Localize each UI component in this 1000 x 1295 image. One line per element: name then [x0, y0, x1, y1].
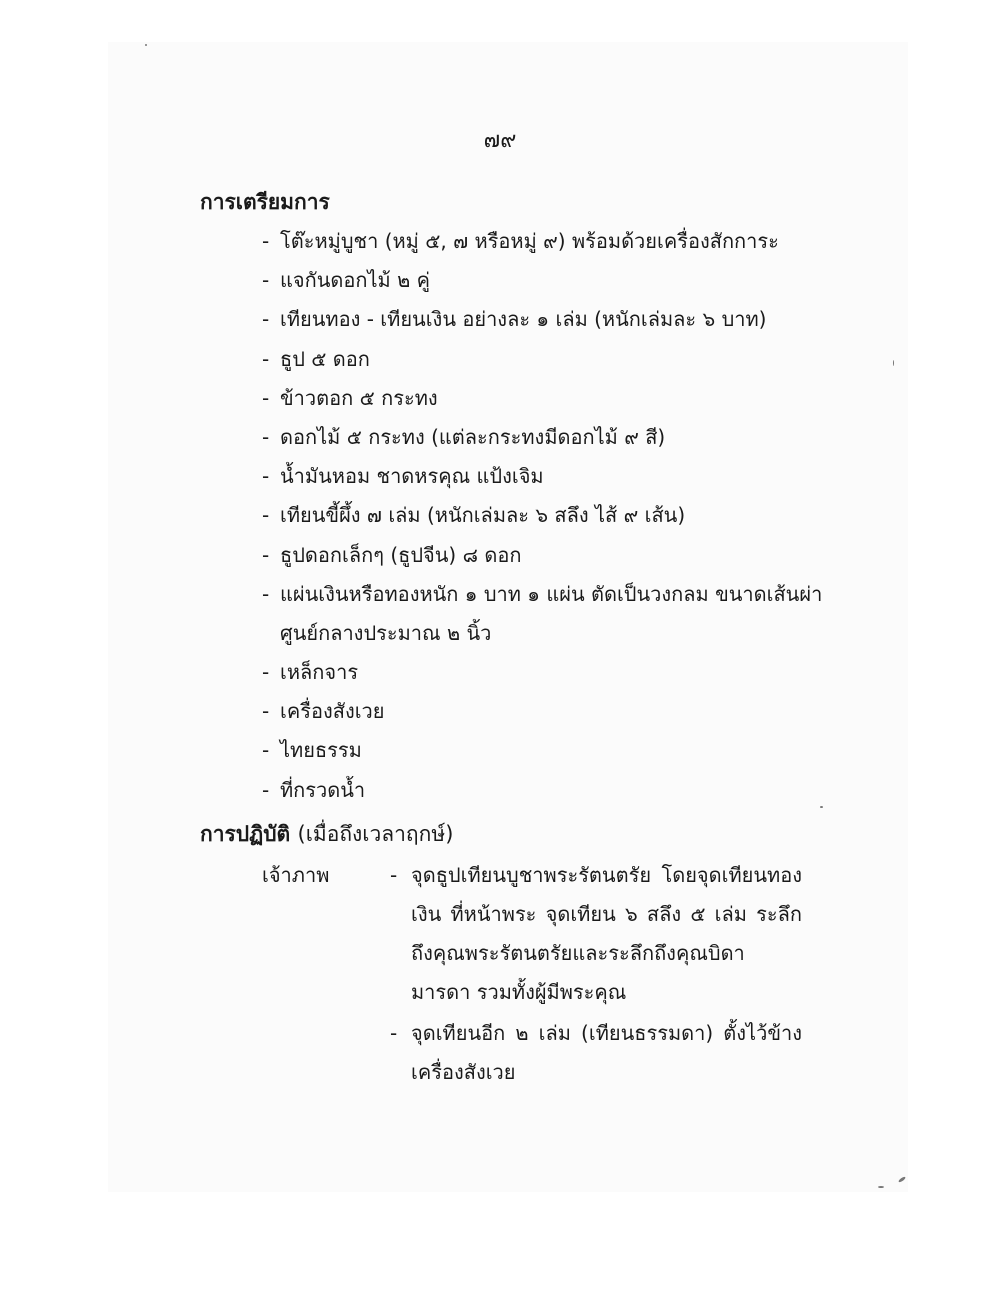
list-item: - ข้าวตอก ๕ กระทง	[262, 385, 438, 410]
list-item: - ที่กรวดน้ำ	[262, 777, 366, 802]
item-text: ไทยธรรม	[280, 738, 362, 763]
scan-speck	[145, 44, 147, 46]
list-item-multiline: - แผ่นเงินหรือทองหนัก ๑ บาท ๑ แผ่น ตัดเป็นวงกลม ขนาดเส้นผ่า ศูนย์กลางประมาณ ๒ นิ้ว	[262, 575, 822, 653]
list-item: - ดอกไม้ ๕ กระทง (แต่ละกระทงมีดอกไม้ ๙ สี)	[262, 424, 666, 449]
list-item: - เทียนทอง - เทียนเงิน อย่างละ ๑ เล่ม (หนักเล่มละ ๖ บาท)	[262, 307, 767, 332]
item-text: แจกันดอกไม้ ๒ คู่	[280, 268, 431, 293]
item-text: โต๊ะหมู่บูชา (หมู่ ๕, ๗ หรือหมู่ ๙) พร้อมด้วยเครื่องสักการะ	[280, 229, 779, 253]
list-item: - ไทยธรรม	[262, 738, 362, 763]
scan-speck	[878, 1186, 884, 1188]
item-text: เหล็กจาร	[280, 660, 359, 685]
list-item: - เหล็กจาร	[262, 660, 359, 685]
duty-item: - จุดธูปเทียนบูชาพระรัตนตรัย โดยจุดเทียนทอง เงิน ที่หน้าพระ จุดเทียน ๖ สลึง ๕ เล่ม ระลึกถึงคุณพระรัตนตรัยและระลึกถึงคุณบิดามารดา รวมทั้งผู้มีพระคุณ	[390, 863, 803, 1004]
duty-text: จุดเทียนอีก ๒ เล่ม (เทียนธรรมดา) ตั้งไว้ข้างเครื่องสังเวย	[411, 1021, 802, 1084]
list-item: - แจกันดอกไม้ ๒ คู่	[262, 268, 431, 293]
preparation-heading: การเตรียมการ	[200, 190, 330, 214]
page-number: ๗๙	[483, 128, 517, 153]
scan-speck	[820, 806, 823, 808]
item-text: ที่กรวดน้ำ	[280, 777, 366, 802]
list-item: - ธูป ๕ ดอก	[262, 346, 370, 371]
practice-heading-note: (เมื่อถึงเวลาฤกษ์)	[297, 822, 454, 846]
duty-list	[390, 856, 802, 1092]
item-text: ธูป ๕ ดอก	[280, 346, 370, 371]
list-item: - โต๊ะหมู่บูชา (หมู่ ๕, ๗ หรือหมู่ ๙) พร้อมด้วยเครื่องสักการะ	[262, 229, 779, 253]
list-item: - เทียนขี้ผึ้ง ๗ เล่ม (หนักเล่มละ ๖ สลึง ไส้ ๙ เส้น)	[262, 503, 686, 528]
item-text: ข้าวตอก ๕ กระทง	[280, 385, 438, 410]
list-item: - น้ำมันหอม ชาดหรคุณ แป้งเจิม	[262, 464, 544, 489]
preparation-list	[262, 222, 822, 810]
item-text: น้ำมันหอม ชาดหรคุณ แป้งเจิม	[280, 464, 544, 489]
practice-heading	[200, 818, 453, 851]
item-text-line-1: แผ่นเงินหรือทองหนัก ๑ บาท ๑ แผ่น ตัดเป็นวงกลม ขนาดเส้นผ่า	[280, 581, 823, 606]
duty-text: จุดธูปเทียนบูชาพระรัตนตรัย โดยจุดเทียนทอง เงิน ที่หน้าพระ จุดเทียน ๖ สลึง ๕ เล่ม ระลึกถึงคุณพระรัตนตรัยและระลึกถึงคุณบิดามารดา รวมทั้งผู้มีพระคุณ	[411, 863, 803, 1004]
list-item: - เครื่องสังเวย	[262, 699, 385, 724]
item-text: ดอกไม้ ๕ กระทง (แต่ละกระทงมีดอกไม้ ๙ สี)	[280, 424, 666, 449]
item-text: เทียนทอง - เทียนเงิน อย่างละ ๑ เล่ม (หนักเล่มละ ๖ บาท)	[280, 307, 767, 332]
item-text-line-2: ศูนย์กลางประมาณ ๒ นิ้ว	[280, 620, 492, 645]
practice-heading-title: การปฏิบัติ	[200, 822, 291, 846]
item-text: เครื่องสังเวย	[280, 699, 385, 724]
list-item: - ธูปดอกเล็กๆ (ธูปจีน) ๘ ดอก	[262, 542, 522, 567]
role-label: เจ้าภาพ	[262, 863, 330, 887]
scan-speck	[893, 360, 894, 366]
duty-item: - จุดเทียนอีก ๒ เล่ม (เทียนธรรมดา) ตั้งไว้ข้างเครื่องสังเวย	[390, 1021, 802, 1084]
item-text: เทียนขี้ผึ้ง ๗ เล่ม (หนักเล่มละ ๖ สลึง ไส้ ๙ เส้น)	[280, 503, 686, 528]
item-text: ธูปดอกเล็กๆ (ธูปจีน) ๘ ดอก	[280, 542, 522, 567]
